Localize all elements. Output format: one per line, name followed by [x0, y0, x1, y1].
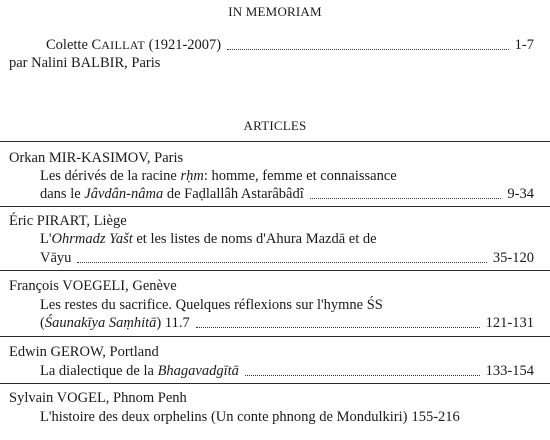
article-author: Sylvain VOGEL, Phnom Penh: [9, 390, 187, 406]
divider: [0, 206, 550, 207]
article-title-line-with-pages: L'histoire des deux orphelins (Un conte phnong de Mondulkiri) 155-216: [40, 409, 460, 425]
divider: [0, 270, 550, 271]
article-author: Edwin GEROW, Portland: [9, 344, 159, 360]
dot-leader: [245, 374, 480, 376]
section-heading-articles: ARTICLES: [243, 118, 307, 133]
article-title-line-with-pages: La dialectique de la Bhagavadgītā 133-154: [40, 363, 534, 379]
article-author: Éric PIRART, Liège: [9, 213, 127, 229]
article-pages: 9-34: [507, 186, 534, 202]
article-pages: 121-131: [485, 315, 534, 331]
article-author: Orkan MIR-KASIMOV, Paris: [9, 150, 184, 166]
memoriam-entry: [46, 36, 534, 54]
article-title-line-with-pages: dans le Jâvdân-nâma de Faḍlallâh Astarâbâdî 9-34: [40, 186, 534, 202]
article-pages: 35-120: [492, 250, 534, 266]
divider: [0, 383, 550, 384]
dot-leader: [310, 197, 502, 199]
divider: [0, 336, 550, 337]
dot-leader: [227, 48, 509, 50]
section-heading-in-memoriam: IN MEMORIAM: [228, 4, 322, 19]
memoriam-author: par Nalini BALBIR, Paris: [9, 55, 161, 71]
dot-leader: [196, 326, 480, 328]
article-title-line-with-pages: (Śaunakīya Saṃhitā) 11.7 121-131: [40, 315, 534, 331]
article-pages: 133-154: [485, 363, 534, 379]
divider: [0, 141, 550, 142]
dot-leader: [77, 261, 486, 263]
article-pages: 155-216: [411, 409, 460, 425]
article-author: François VOEGELI, Genève: [9, 278, 177, 294]
article-title-line: Les dérivés de la racine rḥm: homme, femme et connaissance: [40, 168, 397, 184]
memoriam-pages: 1-7: [514, 37, 534, 53]
article-title-line-with-pages: Vāyu 35-120: [40, 250, 534, 266]
article-title-line: Les restes du sacrifice. Quelques réflexions sur l'hymne ŚS: [40, 297, 383, 313]
memoriam-title: Colette CAILLAT (1921-2007): [46, 37, 222, 53]
article-title-line: L'Ohrmadz Yašt et les listes de noms d'Ahura Mazdā et de: [40, 231, 377, 247]
